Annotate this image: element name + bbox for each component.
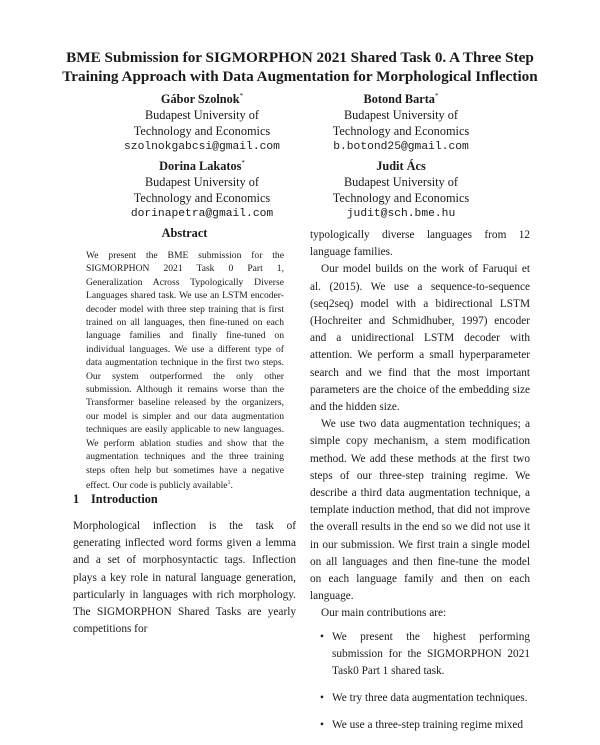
author-name: Judit Ács [376,159,426,174]
list-item [310,690,530,707]
bullet-icon: • [320,719,324,732]
author-email[interactable]: szolnokgabcsi@gmail.com [124,141,280,154]
author-affiliation: Technology and Economics [332,191,470,206]
abstract-text: We present the BME submission for the SIGMORPHON 2021 Task 0 Part 1, Generalization Across Typologically Diverse Languages shared task. We use an LSTM encoder-decoder model with three step training that is first trained on all languages, then fine-tuned on each language families and finally fine-tuned on individual languages. We use a different type of data augmentation technique in the first two steps. Our system outperformed the only other submission. Although it remains worse than the Transformer baseline released by the organizers, our model is simpler and our data augmentation techniques are easily applicable to new languages. We perform ablation studies and show that the augmentation techniques and the three training steps often help but sometimes have a negative effect. Our code is publicly available [86,250,284,492]
bullet-icon: • [320,692,324,705]
author-affiliation: Budapest University of [144,175,260,190]
author-affiliation: Technology and Economics [133,124,271,139]
author-affiliation: Budapest University of [343,175,459,190]
list-item [310,717,530,734]
author-affiliation: Technology and Economics [133,191,271,206]
list-item-text: We try three data augmentation techniques. [332,692,528,705]
author-affiliation: Technology and Economics [332,124,470,139]
right-column [310,227,530,745]
list-item-text: We use a three-step training regime mixed [332,719,524,732]
author-block [291,88,511,155]
author-email[interactable]: judit@sch.bme.hu [346,208,456,221]
abstract-body: We present the BME submission for the SIGMORPHON 2021 Task 0 Part 1, Generalization Across Typologically Diverse Languages shared task. We use an LSTM encoder-decoder model with three step training that is first trained on all languages, then fine-tuned on each language families and finally fine-tuned on individual languages. We use a different type of data augmentation technique in the first two steps. Our system outperformed the only other submission. Although it remains worse than the Transformer baseline released by the organizers, our model is simpler and our data augmentation techniques are easily applicable to new languages. We perform ablation studies and show that the augmentation techniques and the three training steps often help but sometimes have a negative effect. Our code is publicly available$^1$. [86,250,284,492]
paragraph: We use two data augmentation techniques; a simple copy mechanism, a stem modification method. We add these methods at the first two steps of our three-step training regime. We describe a third data augmentation technique, a template induction method, that did not improve the overall results in the end so we did not use it in our submission. We first train a single model on all languages and then fine-tune the model on each language family and then on each language. [310,418,530,603]
equal-contribution-mark: * [434,92,439,100]
author-block [291,155,511,222]
author-email[interactable]: dorinapetra@gmail.com [130,208,274,221]
section-title: Introduction [91,492,158,506]
author-name: Gábor Szolnok [160,92,240,107]
equal-contribution-mark: * [239,92,244,100]
author-affiliation: Budapest University of [144,108,260,123]
paragraph: Our model builds on the work of Faruqui et al. (2015). We use a sequence-to-sequence (seq2seq) model with a bidirectional LSTM (Hochreiter and Schmidhuber, 1997) encoder and a unidirectional LSTM decoder with attention. We perform a small hyperparameter search and we find that the most important parameters are the choice of the embedding size and the hidden size. [310,263,530,414]
bullet-icon: • [320,630,324,643]
equal-contribution-mark: * [241,159,245,167]
title-line-1: BME Submission for SIGMORPHON 2021 Shared Task 0. A Three Step [66,49,534,66]
paper-title [40,48,560,86]
section-number: 1 [73,492,80,506]
author-block [92,155,312,222]
author-affiliation: Budapest University of [343,108,459,123]
author-name: Botond Barta [363,92,435,107]
list-item [310,629,530,681]
footnote-marker[interactable]: 1 [227,479,231,486]
paragraph-continued: typologically diverse languages from 12 language families. [310,229,530,259]
section-heading [73,492,158,507]
intro-paragraph: Morphological inflection is the task of generating inflected word forms given a lemma and a set of morphosyntactic tags. Inflection plays a key role in natural language generation, particularly in languages with rich morphology. The SIGMORPHON Shared Tasks are yearly competitions for [73,520,296,636]
author-email[interactable]: b.botond25@gmail.com [333,141,469,154]
abstract-heading: Abstract [161,226,208,240]
paragraph: Our main contributions are: [321,607,447,620]
list-item-text: We present the highest performing submission for the SIGMORPHON 2021 Task0 Part 1 shared task. [332,630,530,678]
contributions-list [310,629,530,735]
author-name: Dorina Lakatos [159,159,242,174]
author-block [92,88,312,155]
title-line-2: Training Approach with Data Augmentation for Morphological Inflection [62,68,538,85]
